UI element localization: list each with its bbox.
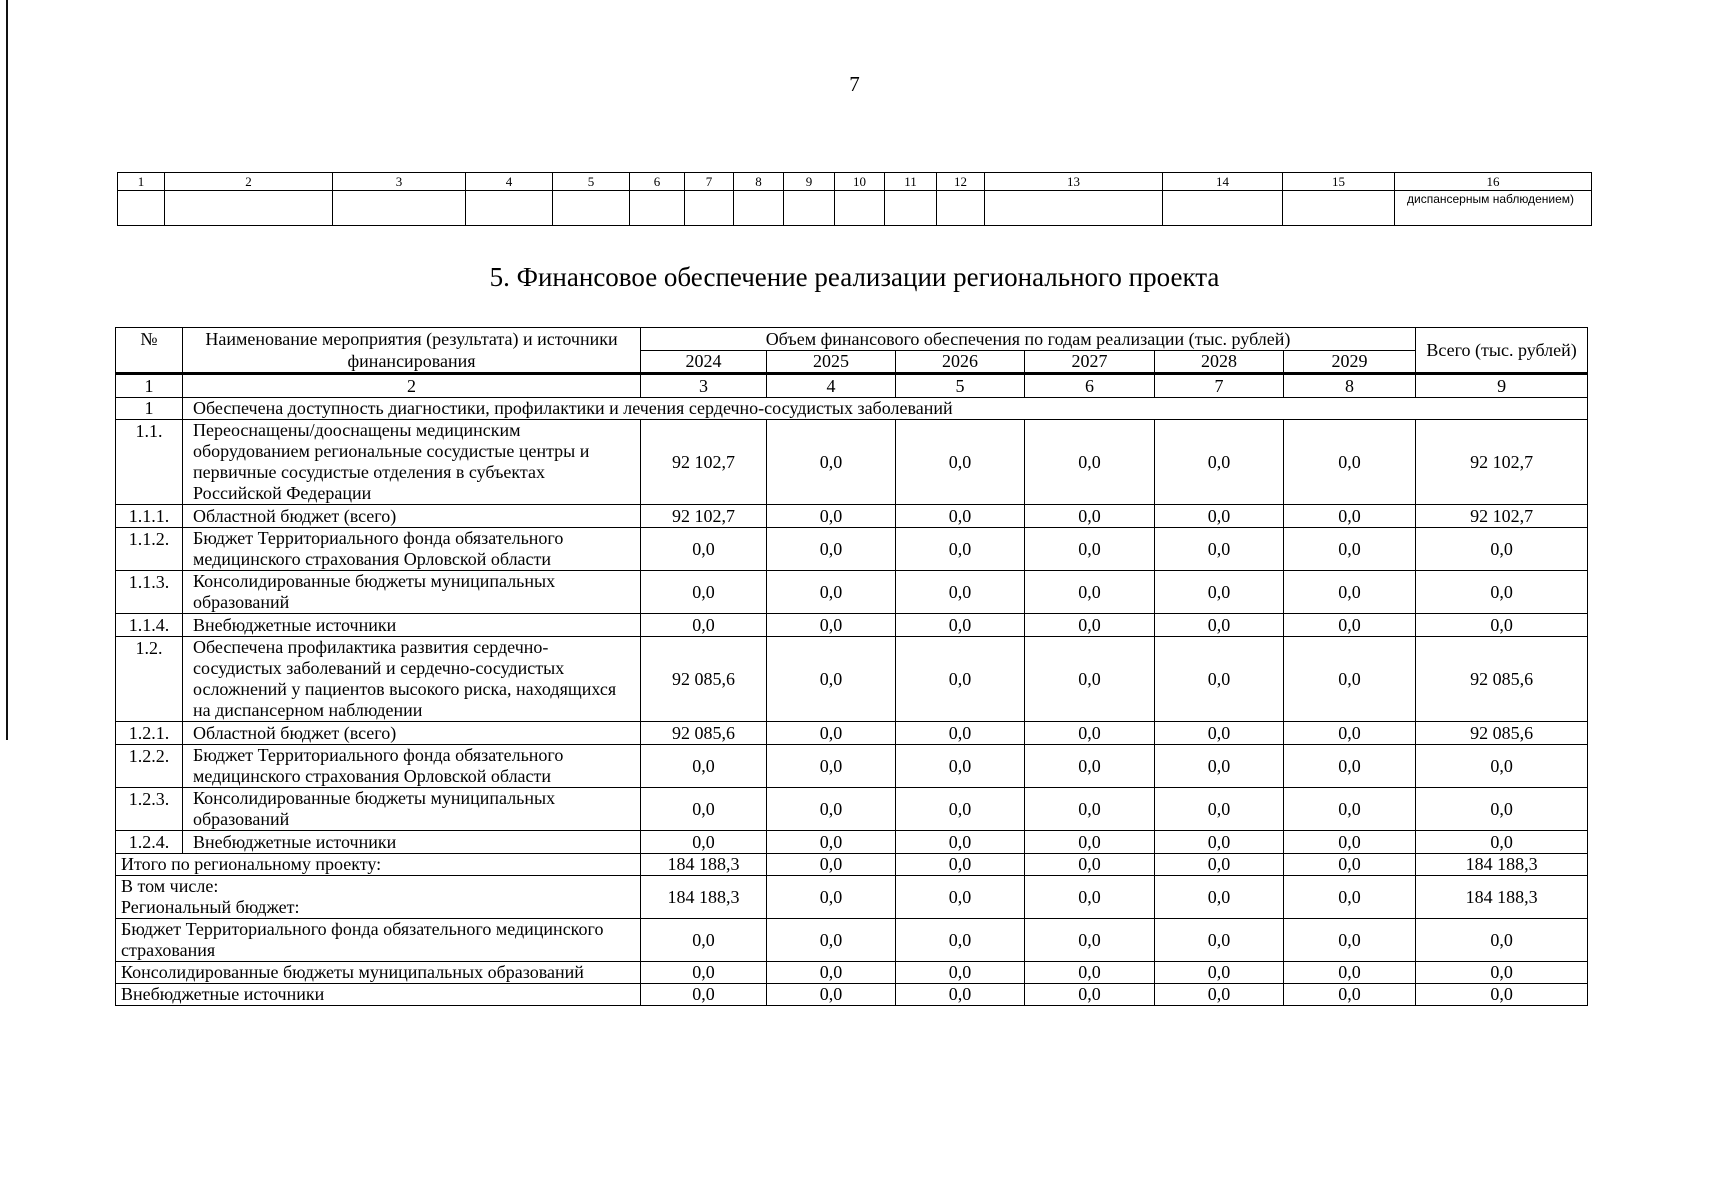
- value-cell: 0,0: [767, 505, 896, 528]
- row-name: Бюджет Территориального фонда обязательного медицинского страхования Орловской области: [183, 528, 641, 571]
- value-cell: 0,0: [1284, 984, 1416, 1006]
- value-cell: 0,0: [641, 571, 767, 614]
- cont-cell: [630, 191, 685, 226]
- value-cell: 0,0: [641, 745, 767, 788]
- value-cell: 0,0: [1025, 876, 1155, 919]
- value-cell: 0,0: [1155, 876, 1284, 919]
- value-cell: 0,0: [896, 614, 1025, 637]
- cont-cell: [1163, 191, 1283, 226]
- value-cell: 0,0: [641, 831, 767, 854]
- value-cell: 0,0: [896, 984, 1025, 1006]
- value-cell: 0,0: [1025, 984, 1155, 1006]
- value-cell: 0,0: [1416, 571, 1588, 614]
- summary-label: [116, 876, 641, 919]
- column-numbers-row: [116, 374, 1588, 398]
- column-number: 1: [116, 374, 183, 398]
- value-cell: 0,0: [641, 528, 767, 571]
- value-cell: 0,0: [1025, 505, 1155, 528]
- column-number: 8: [1284, 374, 1416, 398]
- cont-cell: [118, 191, 165, 226]
- value-cell: 0,0: [767, 637, 896, 722]
- value-cell: 92 085,6: [641, 637, 767, 722]
- value-cell: 0,0: [1416, 614, 1588, 637]
- value-cell: 0,0: [1284, 614, 1416, 637]
- value-cell: 0,0: [1155, 854, 1284, 876]
- value-cell: 184 188,3: [641, 876, 767, 919]
- table-row: [116, 722, 1588, 745]
- value-cell: 0,0: [1284, 876, 1416, 919]
- value-cell: 92 102,7: [641, 420, 767, 505]
- column-number: 2: [183, 374, 641, 398]
- value-cell: 0,0: [1025, 614, 1155, 637]
- value-cell: 0,0: [767, 528, 896, 571]
- value-cell: 0,0: [1025, 962, 1155, 984]
- value-cell: 0,0: [1284, 788, 1416, 831]
- value-cell: 0,0: [1155, 962, 1284, 984]
- cont-note-cell: диспансерным наблюдением): [1395, 191, 1592, 226]
- cont-cell: [553, 191, 630, 226]
- cont-header-cell: 4: [466, 173, 553, 191]
- value-cell: 0,0: [1416, 788, 1588, 831]
- value-cell: 0,0: [1416, 528, 1588, 571]
- summary-row: [116, 919, 1588, 962]
- cont-header-cell: 16: [1395, 173, 1592, 191]
- value-cell: 0,0: [1025, 528, 1155, 571]
- cont-cell: [685, 191, 734, 226]
- value-cell: 0,0: [1416, 962, 1588, 984]
- cont-header-cell: 12: [937, 173, 985, 191]
- value-cell: 0,0: [896, 919, 1025, 962]
- value-cell: 0,0: [767, 962, 896, 984]
- value-cell: 0,0: [1025, 420, 1155, 505]
- value-cell: 0,0: [1155, 505, 1284, 528]
- row-number: 1.1.: [116, 420, 183, 505]
- value-cell: 0,0: [896, 420, 1025, 505]
- value-cell: 92 102,7: [1416, 420, 1588, 505]
- value-cell: 0,0: [896, 637, 1025, 722]
- value-cell: 0,0: [896, 505, 1025, 528]
- year-cell: 2028: [1155, 351, 1284, 374]
- table-row: [116, 788, 1588, 831]
- value-cell: 0,0: [896, 831, 1025, 854]
- value-cell: 0,0: [1025, 788, 1155, 831]
- value-cell: 0,0: [896, 788, 1025, 831]
- row-number: 1.2.2.: [116, 745, 183, 788]
- value-cell: 0,0: [1284, 745, 1416, 788]
- value-cell: 0,0: [1025, 919, 1155, 962]
- row-name: Переоснащены/дооснащены медицинским оборудованием региональные сосудистые центры и первичные сосудистые отделения в субъектах Российской Федерации: [183, 420, 641, 505]
- row-name: Обеспечена профилактика развития сердечно-сосудистых заболеваний и сердечно-сосудистых осложнений у пациентов высокого риска, находящихся на диспансерном наблюдении: [183, 637, 641, 722]
- col-no-header: №: [116, 328, 183, 374]
- value-cell: 184 188,3: [641, 854, 767, 876]
- summary-label-line: Региональный бюджет:: [121, 897, 300, 917]
- value-cell: 0,0: [767, 876, 896, 919]
- value-cell: 0,0: [1284, 505, 1416, 528]
- value-cell: 0,0: [767, 745, 896, 788]
- value-cell: 0,0: [767, 854, 896, 876]
- table-row: [116, 614, 1588, 637]
- cont-header-cell: 11: [885, 173, 937, 191]
- value-cell: 0,0: [896, 854, 1025, 876]
- col-name-header: Наименование мероприятия (результата) и источники финансирования: [183, 328, 641, 374]
- value-cell: 0,0: [1155, 614, 1284, 637]
- value-cell: 184 188,3: [1416, 854, 1588, 876]
- cont-cell: [1283, 191, 1395, 226]
- column-number: 9: [1416, 374, 1588, 398]
- value-cell: 0,0: [767, 831, 896, 854]
- table-row: [116, 637, 1588, 722]
- value-cell: 0,0: [641, 962, 767, 984]
- value-cell: 0,0: [1284, 528, 1416, 571]
- value-cell: 0,0: [896, 962, 1025, 984]
- cont-header-cell: 7: [685, 173, 734, 191]
- cont-header-cell: 1: [118, 173, 165, 191]
- row-name: Консолидированные бюджеты муниципальных образований: [183, 788, 641, 831]
- cont-header-cell: 5: [553, 173, 630, 191]
- column-number: 5: [896, 374, 1025, 398]
- cont-cell: [937, 191, 985, 226]
- cont-cell: [165, 191, 333, 226]
- value-cell: 0,0: [1155, 571, 1284, 614]
- value-cell: 0,0: [1284, 831, 1416, 854]
- summary-label-line: В том числе:: [121, 876, 219, 896]
- summary-label: Итого по региональному проекту:: [116, 854, 641, 876]
- section-name: Обеспечена доступность диагностики, профилактики и лечения сердечно-сосудистых заболеваний: [183, 398, 1588, 420]
- value-cell: 0,0: [1284, 637, 1416, 722]
- row-number: 1.2.4.: [116, 831, 183, 854]
- value-cell: 0,0: [1284, 962, 1416, 984]
- cont-cell: [333, 191, 466, 226]
- value-cell: 92 102,7: [641, 505, 767, 528]
- value-cell: 0,0: [1284, 919, 1416, 962]
- cont-header-cell: 15: [1283, 173, 1395, 191]
- value-cell: 0,0: [1025, 571, 1155, 614]
- row-name: Внебюджетные источники: [183, 614, 641, 637]
- row-name: Бюджет Территориального фонда обязательного медицинского страхования Орловской области: [183, 745, 641, 788]
- section-row: [116, 398, 1588, 420]
- value-cell: 0,0: [1416, 919, 1588, 962]
- value-cell: 0,0: [641, 788, 767, 831]
- year-cell: 2027: [1025, 351, 1155, 374]
- table-row: [116, 528, 1588, 571]
- row-number: 1.2.: [116, 637, 183, 722]
- value-cell: 0,0: [1284, 571, 1416, 614]
- summary-label: Внебюджетные источники: [116, 984, 641, 1006]
- value-cell: 0,0: [1155, 984, 1284, 1006]
- column-number: 7: [1155, 374, 1284, 398]
- row-number: 1.2.3.: [116, 788, 183, 831]
- column-number: 3: [641, 374, 767, 398]
- cont-cell: [734, 191, 784, 226]
- year-cell: 2024: [641, 351, 767, 374]
- row-number: 1.1.4.: [116, 614, 183, 637]
- column-number: 6: [1025, 374, 1155, 398]
- value-cell: 0,0: [1155, 745, 1284, 788]
- row-name: Внебюджетные источники: [183, 831, 641, 854]
- cont-cell: [835, 191, 885, 226]
- value-cell: 0,0: [1284, 854, 1416, 876]
- page-number: 7: [849, 72, 860, 96]
- table-row: [116, 420, 1588, 505]
- cont-cell: [784, 191, 835, 226]
- summary-row: [116, 984, 1588, 1006]
- continuation-body-row: [118, 191, 1592, 226]
- row-number: 1.1.1.: [116, 505, 183, 528]
- col-total-header: Всего (тыс. рублей): [1416, 328, 1588, 374]
- value-cell: 0,0: [1025, 637, 1155, 722]
- value-cell: 0,0: [641, 984, 767, 1006]
- value-cell: 0,0: [1416, 831, 1588, 854]
- value-cell: 0,0: [1025, 745, 1155, 788]
- value-cell: 0,0: [1025, 722, 1155, 745]
- summary-label: Бюджет Территориального фонда обязательного медицинского страхования: [116, 919, 641, 962]
- value-cell: 184 188,3: [1416, 876, 1588, 919]
- value-cell: 0,0: [1155, 722, 1284, 745]
- cont-cell: [885, 191, 937, 226]
- cont-header-cell: 14: [1163, 173, 1283, 191]
- value-cell: 92 102,7: [1416, 505, 1588, 528]
- header-row: [116, 328, 1588, 351]
- row-number: 1.1.3.: [116, 571, 183, 614]
- cont-header-cell: 10: [835, 173, 885, 191]
- value-cell: 0,0: [767, 919, 896, 962]
- continuation-header-row: [118, 173, 1592, 191]
- value-cell: 92 085,6: [1416, 637, 1588, 722]
- row-number: 1.2.1.: [116, 722, 183, 745]
- summary-row: [116, 962, 1588, 984]
- value-cell: 0,0: [896, 745, 1025, 788]
- cont-header-cell: 2: [165, 173, 333, 191]
- cont-header-cell: 9: [784, 173, 835, 191]
- value-cell: 0,0: [767, 614, 896, 637]
- value-cell: 0,0: [896, 876, 1025, 919]
- value-cell: 0,0: [1416, 745, 1588, 788]
- summary-row: [116, 876, 1588, 919]
- value-cell: 0,0: [1025, 854, 1155, 876]
- year-cell: 2026: [896, 351, 1025, 374]
- value-cell: 0,0: [767, 984, 896, 1006]
- column-number: 4: [767, 374, 896, 398]
- value-cell: 0,0: [896, 571, 1025, 614]
- year-cell: 2025: [767, 351, 896, 374]
- value-cell: 92 085,6: [1416, 722, 1588, 745]
- row-number: 1.1.2.: [116, 528, 183, 571]
- financing-table: [115, 327, 1588, 1006]
- value-cell: 0,0: [767, 788, 896, 831]
- value-cell: 0,0: [767, 420, 896, 505]
- value-cell: 0,0: [1284, 722, 1416, 745]
- cont-cell: [466, 191, 553, 226]
- summary-row: [116, 854, 1588, 876]
- value-cell: 0,0: [1025, 831, 1155, 854]
- col-volume-header: Объем финансового обеспечения по годам реализации (тыс. рублей): [641, 328, 1416, 351]
- value-cell: 0,0: [1155, 528, 1284, 571]
- cont-header-cell: 6: [630, 173, 685, 191]
- value-cell: 0,0: [1416, 984, 1588, 1006]
- value-cell: 0,0: [641, 919, 767, 962]
- value-cell: 0,0: [767, 722, 896, 745]
- year-cell: 2029: [1284, 351, 1416, 374]
- section-number: 1: [116, 398, 183, 420]
- row-name: Областной бюджет (всего): [183, 505, 641, 528]
- cont-header-cell: 3: [333, 173, 466, 191]
- value-cell: 0,0: [1155, 919, 1284, 962]
- value-cell: 0,0: [896, 528, 1025, 571]
- value-cell: 92 085,6: [641, 722, 767, 745]
- row-name: Консолидированные бюджеты муниципальных образований: [183, 571, 641, 614]
- table-row: [116, 505, 1588, 528]
- row-name: Областной бюджет (всего): [183, 722, 641, 745]
- cont-header-cell: 8: [734, 173, 784, 191]
- cont-header-cell: 13: [985, 173, 1163, 191]
- value-cell: 0,0: [1155, 420, 1284, 505]
- continuation-table: [117, 172, 1592, 226]
- value-cell: 0,0: [767, 571, 896, 614]
- value-cell: 0,0: [1155, 831, 1284, 854]
- scan-edge-line: [6, 0, 8, 740]
- table-row: [116, 831, 1588, 854]
- value-cell: 0,0: [641, 614, 767, 637]
- value-cell: 0,0: [1155, 637, 1284, 722]
- cont-cell: [985, 191, 1163, 226]
- table-row: [116, 571, 1588, 614]
- value-cell: 0,0: [1155, 788, 1284, 831]
- summary-label: Консолидированные бюджеты муниципальных образований: [116, 962, 641, 984]
- table-row: [116, 745, 1588, 788]
- value-cell: 0,0: [1284, 420, 1416, 505]
- section-title: 5. Финансовое обеспечение реализации регионального проекта: [489, 262, 1220, 292]
- value-cell: 0,0: [896, 722, 1025, 745]
